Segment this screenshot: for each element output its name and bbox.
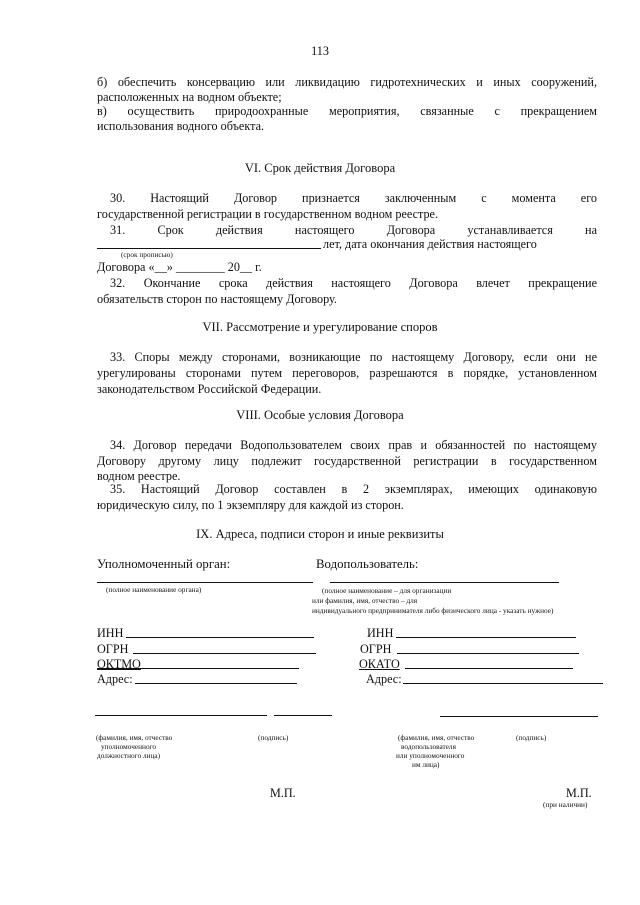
right-name-caption-3: индивидуального предпринимателя либо физического лица - указать нужное) xyxy=(312,606,554,615)
clause-b-line-1: б) обеспечить консервацию или ликвидацию гидротехнических и иных сооружений, xyxy=(97,75,597,89)
right-address-label: Адрес: xyxy=(366,672,402,686)
right-fio-caption-4: им лица) xyxy=(412,760,440,769)
left-fio-caption-1: (фамилия, имя, отчество xyxy=(96,733,173,742)
term-caption: (срок прописью) xyxy=(121,250,173,259)
left-stamp: М.П. xyxy=(270,786,296,800)
clause-34-line-3: водном реестре. xyxy=(97,469,181,483)
clause-v-line-1: в) осуществить природоохранные мероприятия, связанные с прекращением xyxy=(97,104,597,118)
clause-30-line-2: государственной регистрации в государственном водном реестре. xyxy=(97,207,439,221)
left-party-title: Уполномоченный орган: xyxy=(97,557,231,571)
left-address-label: Адрес: xyxy=(97,672,133,686)
clause-33-line-3: законодательством Российской Федерации. xyxy=(97,382,322,396)
right-party-title: Водопользователь: xyxy=(316,557,419,571)
clause-32-line-2: обязательств сторон по настоящему Договору. xyxy=(97,292,337,306)
right-okato-line xyxy=(405,668,573,669)
left-inn-line xyxy=(126,637,314,638)
right-name-line xyxy=(330,582,559,583)
right-fio-caption-1: (фамилия, имя, отчество xyxy=(398,733,475,742)
page-number: 113 xyxy=(311,44,329,58)
left-inn-label: ИНН xyxy=(97,626,124,640)
clause-32-line-1: 32. Окончание срока действия настоящего Договора влечет прекращение xyxy=(110,276,597,290)
right-name-caption-1: (полное наименование – для организации xyxy=(322,586,452,595)
right-name-caption-2: или фамилия, имя, отчество – для xyxy=(312,596,418,605)
clause-35-line-2: юридическую силу, по 1 экземпляру для каждой из сторон. xyxy=(97,498,404,512)
left-ogrn-label: ОГРН xyxy=(97,642,129,656)
right-sign-line xyxy=(440,716,598,717)
right-ogrn-line xyxy=(397,653,579,654)
right-address-line xyxy=(403,683,603,684)
left-fio-line xyxy=(95,715,267,716)
right-fio-caption-2: водопользователя xyxy=(401,742,456,751)
left-sign-caption: (подпись) xyxy=(258,733,289,742)
clause-v-line-2: использования водного объекта. xyxy=(97,119,265,133)
right-okato-label: ОКАТО xyxy=(359,657,400,671)
right-stamp-caption: (при наличии) xyxy=(543,800,588,809)
left-name-caption: (полное наименование органа) xyxy=(106,585,202,594)
term-blank-line xyxy=(97,248,321,249)
clause-31-line-1: 31. Срок действия настоящего Договора устанавливается на xyxy=(110,223,597,237)
left-fio-caption-2: уполномоченного xyxy=(101,742,157,751)
clause-31-line-3: Договора «__» ________ 20__ г. xyxy=(97,260,262,274)
clause-33-line-2: урегулированы сторонами путем переговоров, разрешаются в порядке, установленном xyxy=(97,366,597,380)
right-fio-caption-3: или уполномоченного xyxy=(396,751,465,760)
section-7-title: VII. Рассмотрение и урегулирование споров xyxy=(202,320,438,334)
clause-35-line-1: 35. Настоящий Договор составлен в 2 экземплярах, имеющих одинаковую xyxy=(110,482,597,496)
left-ogrn-line xyxy=(133,653,316,654)
section-9-title: IX. Адреса, подписи сторон и иные реквизиты xyxy=(196,527,444,541)
left-oktmo-label: ОКТМО xyxy=(97,657,141,671)
left-fio-caption-3: должностного лица) xyxy=(97,751,161,760)
clause-30-line-1: 30. Настоящий Договор признается заключенным с момента его xyxy=(110,191,597,205)
right-sign-caption: (подпись) xyxy=(516,733,547,742)
left-sign-line xyxy=(274,715,332,716)
section-6-title: VI. Срок действия Договора xyxy=(244,161,396,175)
left-address-line xyxy=(135,683,297,684)
left-oktmo-line xyxy=(97,668,299,669)
clause-33-line-1: 33. Споры между сторонами, возникающие по настоящему Договору, если они не xyxy=(110,350,597,364)
clause-b-line-2: расположенных на водном объекте; xyxy=(97,90,282,104)
clause-34-line-2: Договору другому лицу подлежит государственной регистрации в государственном xyxy=(97,454,597,468)
right-ogrn-label: ОГРН xyxy=(360,642,392,656)
right-inn-line xyxy=(396,637,576,638)
clause-34-line-1: 34. Договор передачи Водопользователем своих прав и обязанностей по настоящему xyxy=(110,438,597,452)
section-8-title: VIII. Особые условия Договора xyxy=(236,408,404,422)
right-stamp: М.П. xyxy=(566,786,592,800)
clause-31-line-2: лет, дата окончания действия настоящего xyxy=(323,237,537,251)
left-name-line xyxy=(97,582,313,583)
right-inn-label: ИНН xyxy=(367,626,394,640)
